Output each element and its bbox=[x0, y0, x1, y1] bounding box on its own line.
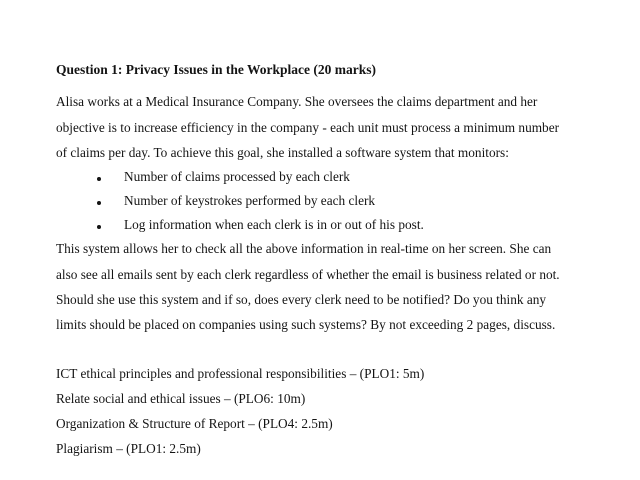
bullet-item-claims: Number of claims processed by each clerk bbox=[124, 169, 350, 184]
body-line-2: also see all emails sent by each clerk regardless of whether the email is business related or not. bbox=[56, 267, 560, 282]
bullet-dot-icon bbox=[97, 225, 101, 229]
marking-item-plagiarism: Plagiarism – (PLO1: 2.5m) bbox=[56, 441, 201, 456]
bullet-dot-icon bbox=[97, 201, 101, 205]
question-title: Question 1: Privacy Issues in the Workplace (20 marks) bbox=[56, 62, 376, 77]
body-line-1: This system allows her to check all the above information in real-time on her screen. She can bbox=[56, 241, 552, 256]
bullet-item-keystrokes: Number of keystrokes performed by each clerk bbox=[124, 193, 376, 208]
marking-item-ethics: ICT ethical principles and professional responsibilities – (PLO1: 5m) bbox=[56, 366, 425, 381]
body-line-4: limits should be placed on companies using such systems? By not exceeding 2 pages, discuss. bbox=[56, 317, 556, 332]
intro-line-2: objective is to increase efficiency in the company - each unit must process a minimum number bbox=[56, 120, 560, 135]
bullet-item-log: Log information when each clerk is in or out of his post. bbox=[124, 217, 424, 232]
body-line-3: Should she use this system and if so, does every clerk need to be notified? Do you think any bbox=[56, 292, 547, 307]
marking-item-organization: Organization & Structure of Report – (PLO4: 2.5m) bbox=[56, 416, 333, 431]
marking-item-social: Relate social and ethical issues – (PLO6: 10m) bbox=[56, 391, 306, 406]
bullet-dot-icon bbox=[97, 177, 101, 181]
intro-line-1: Alisa works at a Medical Insurance Company. She oversees the claims department and her bbox=[56, 94, 538, 109]
intro-line-3: of claims per day. To achieve this goal, she installed a software system that monitors: bbox=[56, 145, 509, 160]
